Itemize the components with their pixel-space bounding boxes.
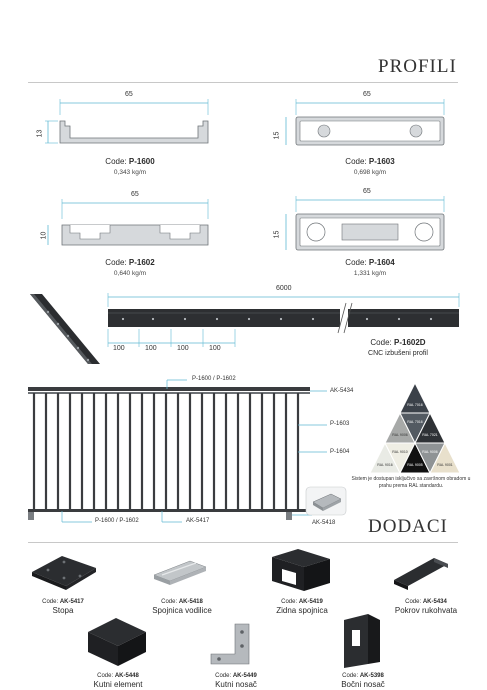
dimension-spacing: 100: [113, 345, 125, 352]
profile-code: P-1604: [368, 258, 395, 267]
dimension-length: 6000: [276, 285, 292, 292]
accessory-ak5417: [28, 598, 98, 616]
dimension-spacing: 100: [145, 345, 157, 352]
profile-weight: 1,331 kg/m: [353, 270, 387, 277]
section-divider: [28, 82, 458, 83]
ral-swatch-label: RAL 9005: [407, 463, 423, 467]
profile-p1604-caption: [310, 258, 430, 279]
dimension-width: 65: [125, 91, 133, 98]
ral-swatch-label: RAL 7016: [407, 420, 423, 424]
section-title-profili: PROFILI: [378, 56, 457, 77]
code-label: Code:: [161, 599, 178, 605]
code-label: Code:: [405, 599, 422, 605]
profile-description: CNC izbušeni profil: [368, 350, 428, 357]
profile-p1600-drawing: [40, 93, 220, 153]
accessory-ak5449: [196, 672, 276, 690]
profile-code: P-1602D: [394, 338, 426, 347]
code-label: Code:: [345, 157, 367, 166]
accessory-name: Kutni element: [93, 680, 143, 689]
dimension-width: 65: [363, 91, 371, 98]
accessory-code: AK-5449: [232, 673, 257, 679]
ak5417-image: [28, 548, 100, 592]
code-label: Code:: [281, 599, 298, 605]
ral-note: Sistem je dostupan isključivo sa završnom obradom u prahu prema RAL standardu.: [351, 476, 471, 489]
profile-p1603-caption: [310, 157, 430, 178]
accessory-code: AK-5448: [114, 673, 139, 679]
accessory-ak5419: [262, 598, 342, 616]
profile-weight: 0,698 kg/m: [353, 169, 387, 176]
accessory-code: AK-5398: [359, 673, 384, 679]
dimension-height: 15: [273, 230, 281, 239]
ak5418-image: [150, 555, 210, 591]
profile-weight: 0,640 kg/m: [113, 270, 147, 277]
dimension-height: 10: [40, 231, 48, 240]
railing-assembly-drawing: [22, 375, 342, 525]
code-label: Code:: [370, 338, 392, 347]
accessory-code: AK-5434: [422, 599, 447, 605]
profile-code: P-1600: [128, 157, 155, 166]
ak5449-image: [205, 616, 261, 668]
code-label: Code:: [97, 673, 114, 679]
profile-code: P-1602: [128, 258, 155, 267]
label-post: P-1604: [330, 449, 350, 455]
section-title-dodaci: DODACI: [368, 516, 448, 537]
label-top-rail: P-1600 / P-1602: [192, 376, 236, 382]
label-foot: AK-5417: [186, 518, 210, 524]
dimension-width: 65: [131, 191, 139, 198]
code-label: Code:: [42, 599, 59, 605]
profile-weight: 0,343 kg/m: [113, 169, 147, 176]
profile-p1603-drawing: [280, 93, 460, 153]
ral-swatch-label: RAL 7021: [422, 433, 438, 437]
dimension-height: 15: [273, 131, 281, 140]
ak5434-image: [390, 552, 452, 592]
label-handrail-cover: AK-5434: [330, 388, 354, 394]
accessory-code: AK-5418: [178, 599, 203, 605]
ral-swatch-label: RAL 7016: [407, 403, 423, 407]
profile-p1602-caption: [70, 258, 190, 279]
ral-swatch: [400, 383, 430, 413]
label-bottom-rail: P-1600 / P-1602: [95, 518, 139, 524]
accessory-code: AK-5417: [59, 599, 84, 605]
profile-p1604-drawing: [280, 190, 460, 254]
accessory-name: Spojnica vodilice: [152, 606, 212, 615]
label-mid-rail: P-1603: [330, 421, 350, 427]
profile-p1600-caption: [70, 157, 190, 178]
accessory-code: AK-5419: [298, 599, 323, 605]
accessory-ak5448: [78, 672, 158, 690]
ak5398-image: [338, 612, 386, 670]
cnc-profile-caption: [348, 338, 448, 359]
accessory-name: Bočni nosač: [341, 680, 385, 689]
accessory-ak5418: [142, 598, 222, 616]
dimension-height: 13: [36, 129, 44, 138]
accessory-name: Zidna spojnica: [276, 606, 328, 615]
accessory-ak5398: [323, 672, 403, 690]
accessory-name: Pokrov rukohvata: [394, 606, 458, 615]
code-label: Code:: [342, 673, 359, 679]
cnc-profile-angle-photo: [28, 290, 103, 370]
code-label: Code:: [105, 258, 127, 267]
ak5419-image: [268, 547, 334, 595]
ral-color-triangle: [360, 380, 470, 475]
accessory-name: Stopa: [52, 606, 74, 615]
section-divider: [28, 542, 458, 543]
ral-swatch-label: RAL 9001: [437, 463, 453, 467]
ral-swatch-label: RAL 9006: [422, 450, 438, 454]
dimension-spacing: 100: [209, 345, 221, 352]
ak5448-image: [84, 612, 150, 670]
connector-inset-image: [305, 486, 347, 516]
accessory-ak5434: [384, 598, 468, 616]
dimension-width: 65: [363, 188, 371, 195]
ral-swatch-label: RAL 9016: [377, 463, 393, 467]
code-label: Code:: [345, 258, 367, 267]
ral-swatch-label: RAL 9006: [392, 433, 408, 437]
label-connector: AK-5418: [312, 520, 336, 526]
profile-p1602-drawing: [40, 193, 220, 253]
code-label: Code:: [215, 673, 232, 679]
ral-swatch-label: RAL 9010: [392, 450, 408, 454]
dimension-spacing: 100: [177, 345, 189, 352]
accessory-name: Kutni nosač: [215, 680, 257, 689]
profile-code: P-1603: [368, 157, 395, 166]
code-label: Code:: [105, 157, 127, 166]
